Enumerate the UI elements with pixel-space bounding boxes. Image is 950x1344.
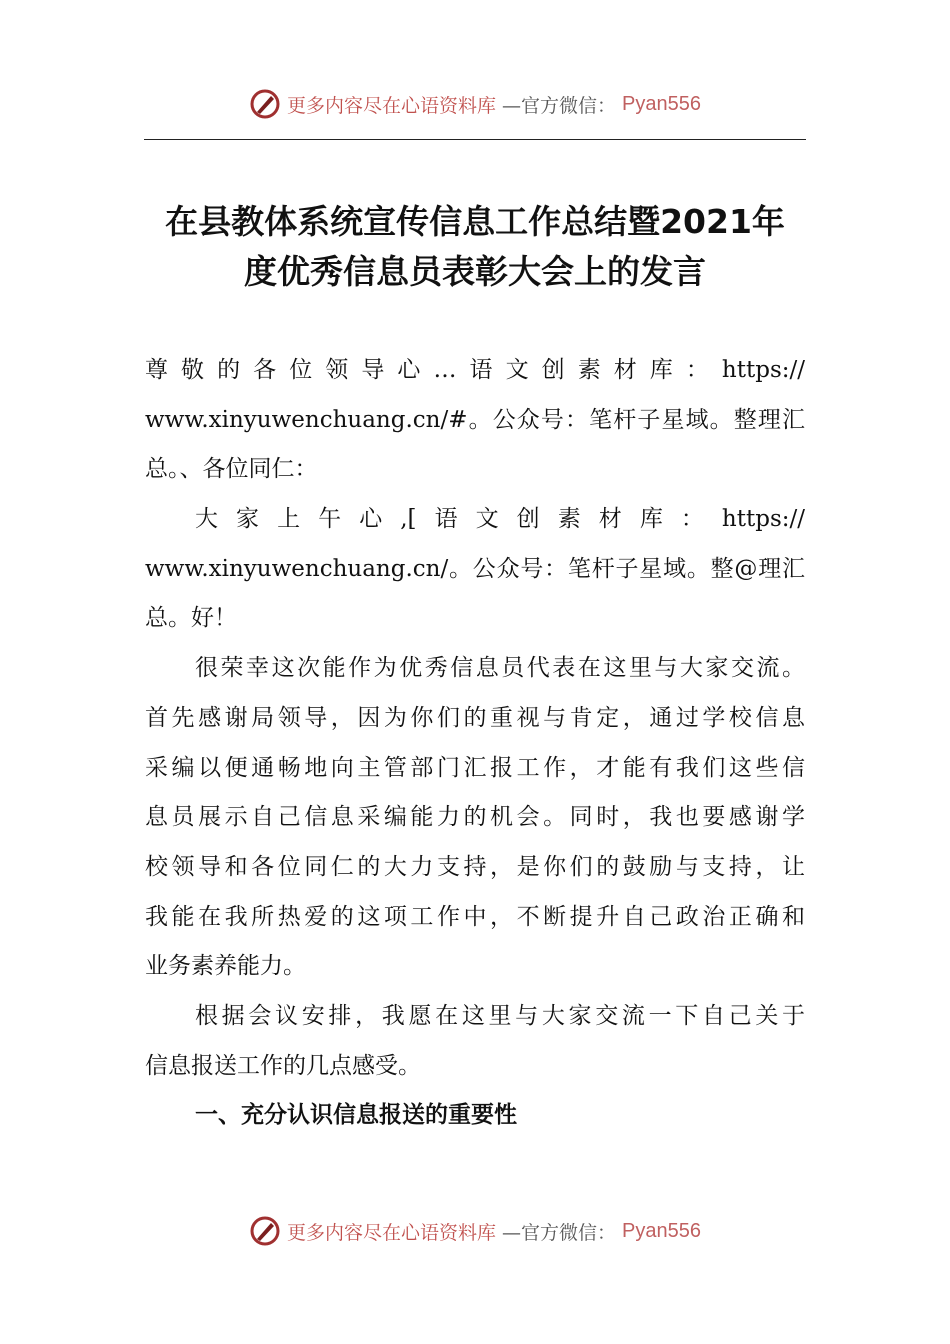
section-heading: 一、充分认识信息报送的重要性 xyxy=(195,1102,517,1129)
banner-text: 更多内容尽在心语资料库 xyxy=(287,1221,497,1244)
text-line: 尊敬的各位领导心…语文创素材库：https:// xyxy=(145,357,805,383)
text-line: 大家上午心,[语文创素材库：https:// xyxy=(195,506,805,533)
banner-text: 更多内容尽在心语资料库 xyxy=(287,94,497,117)
banner-wechat-id: Pyan556 xyxy=(622,92,701,115)
pen-logo-icon xyxy=(249,88,281,120)
banner-wechat-label: —官方微信： xyxy=(502,94,617,117)
text-line: 采编以便通畅地向主管部门汇报工作，才能有我们这些信 xyxy=(145,754,805,781)
text-line: 总。、各位同仁： xyxy=(145,456,318,483)
text-line: 息员展示自己信息采编能力的机会。同时，我也要感谢学 xyxy=(145,804,805,831)
banner-wechat-id: Pyan556 xyxy=(622,1219,701,1242)
text-line: 很荣幸这次能作为优秀信息员代表在这里与大家交流。 xyxy=(195,655,805,682)
text-line: www.xinyuwenchuang.cn/。公众号：笔杆子星域。整@理汇 xyxy=(145,555,805,582)
text-line: 校领导和各位同仁的大力支持，是你们的鼓励与支持，让 xyxy=(145,853,805,880)
title-line: 度优秀信息员表彰大会上的发言 xyxy=(244,252,706,291)
text-line: 总。好！ xyxy=(145,605,237,632)
document-body xyxy=(145,346,805,1141)
title-line: 在县教体系统宣传信息工作总结暨2021年 xyxy=(165,202,785,241)
pen-logo-icon xyxy=(249,1215,281,1247)
header-divider xyxy=(144,139,806,140)
text-line: 根据会议安排，我愿在这里与大家交流一下自己关于 xyxy=(195,1002,805,1029)
text-line: www.xinyuwenchuang.cn/#。公众号：笔杆子星域。整理汇 xyxy=(145,406,805,433)
text-line: 首先感谢局领导，因为你们的重视与肯定，通过学校信息 xyxy=(145,704,805,731)
text-line: 业务素养能力。 xyxy=(145,953,306,980)
text-line: 信息报送工作的几点感受。 xyxy=(145,1052,421,1079)
footer-banner xyxy=(0,1211,950,1251)
banner-wechat-label: —官方微信： xyxy=(502,1221,617,1244)
text-line: 我能在我所热爱的这项工作中，不断提升自己政治正确和 xyxy=(145,903,805,930)
document-title xyxy=(100,197,850,297)
header-banner xyxy=(0,84,950,124)
